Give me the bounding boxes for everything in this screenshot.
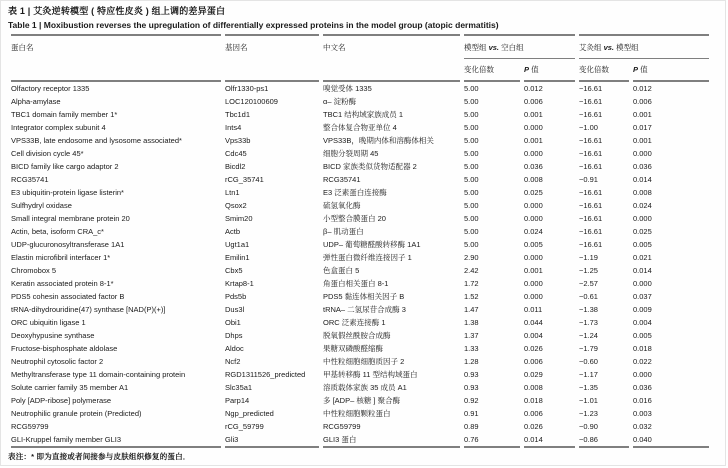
table-row	[11, 420, 709, 433]
cell-gene-name: Emilin1	[225, 253, 250, 262]
p-rest-2: 值	[638, 65, 648, 74]
cell-protein-name: Chromobox 5	[11, 266, 57, 275]
cell-fold-change-model-vs-blank: 5.00	[464, 136, 479, 145]
cell-chinese-name: GLI3 蛋白	[323, 433, 460, 448]
cell-p-value-model-vs-blank: 0.024	[524, 227, 543, 236]
cell-p-value-moxa-vs-model: 0.024	[633, 201, 652, 210]
cell-fold-change-moxa-vs-model: −2.57	[579, 279, 598, 288]
cell-p-value-model-vs-blank: 0.000	[524, 201, 543, 210]
cell-p-value-model-vs-blank: 0.000	[524, 292, 543, 301]
cell-fold-change-model-vs-blank: 1.47	[464, 305, 479, 314]
cell-protein-name: BICD family like cargo adaptor 2	[11, 162, 119, 171]
cell-gene-name: Slc35a1	[225, 383, 253, 392]
cell-p-value-moxa-vs-model: 0.017	[633, 123, 652, 132]
cell-p-value-model-vs-blank: 0.036	[524, 162, 543, 171]
cell-gene-name: Olfr1330-ps1	[225, 84, 269, 93]
cell-gene-name: LOC120100609	[225, 97, 278, 106]
cell-protein-name: Neutrophil cytosolic factor 2	[11, 357, 104, 366]
table-row	[11, 290, 709, 303]
cell-fold-change-model-vs-blank: 1.37	[464, 331, 479, 340]
cell-fold-change-model-vs-blank: 5.00	[464, 84, 479, 93]
cell-gene-name: Smim20	[225, 214, 253, 223]
cell-protein-name: Sulfhydryl oxidase	[11, 201, 72, 210]
cell-gene-name: Ltn1	[225, 188, 240, 197]
cell-p-value-moxa-vs-model: 0.005	[633, 240, 652, 249]
cell-fold-change-model-vs-blank: 1.52	[464, 292, 479, 301]
cell-p-value-model-vs-blank: 0.025	[524, 188, 543, 197]
cell-gene-name: Aldoc	[225, 344, 244, 353]
cell-p-value-model-vs-blank: 0.006	[524, 409, 543, 418]
table-row	[11, 199, 709, 212]
cell-protein-name: PDS5 cohesin associated factor B	[11, 292, 125, 301]
cell-chinese-name: 脱氧假丝酰胺合成酶	[323, 331, 391, 340]
cell-p-value-model-vs-blank: 0.026	[524, 422, 543, 431]
cell-fold-change-moxa-vs-model: −16.61	[579, 162, 603, 171]
table-row	[11, 186, 709, 199]
cell-p-value-model-vs-blank: 0.006	[524, 97, 543, 106]
table-row	[11, 82, 709, 95]
cell-p-value-moxa-vs-model: 0.016	[633, 396, 652, 405]
cell-fold-change-moxa-vs-model: −16.61	[579, 227, 603, 236]
cell-p-value-model-vs-blank: 0.014	[524, 433, 575, 448]
cell-protein-name: RCG35741	[11, 175, 49, 184]
cell-fold-change-model-vs-blank: 0.91	[464, 409, 479, 418]
cell-chinese-name: VPS33B，晚期内体和溶酶体相关	[323, 136, 434, 145]
cell-gene-name: Krtap8-1	[225, 279, 254, 288]
cell-protein-name: Cell division cycle 45*	[11, 149, 84, 158]
cell-fold-change-model-vs-blank: 5.00	[464, 110, 479, 119]
cell-fold-change-moxa-vs-model: −16.61	[579, 240, 603, 249]
cell-p-value-model-vs-blank: 0.000	[524, 123, 543, 132]
cell-protein-name: Poly [ADP-ribose] polymerase	[11, 396, 112, 405]
cell-chinese-name: 色盒蛋白 5	[323, 266, 360, 275]
cell-p-value-model-vs-blank: 0.000	[524, 214, 543, 223]
cell-fold-change-model-vs-blank: 0.93	[464, 370, 479, 379]
cell-fold-change-model-vs-blank: 5.00	[464, 227, 479, 236]
cell-p-value-moxa-vs-model: 0.001	[633, 110, 652, 119]
cell-chinese-name: 细胞分裂周期 45	[323, 149, 379, 158]
cell-chinese-name: tRNA– 二氢尿苷合成酶 3	[323, 305, 406, 314]
cell-p-value-model-vs-blank: 0.008	[524, 175, 543, 184]
col-header-p-value-model	[524, 59, 575, 82]
cell-gene-name: Bicdl2	[225, 162, 246, 171]
cell-gene-name: Vps33b	[225, 136, 251, 145]
cell-fold-change-model-vs-blank: 5.00	[464, 123, 479, 132]
cell-fold-change-moxa-vs-model: −16.61	[579, 110, 603, 119]
cell-p-value-model-vs-blank: 0.004	[524, 331, 543, 340]
cell-p-value-moxa-vs-model: 0.000	[633, 214, 652, 223]
cell-protein-name: UDP-glucuronosyltransferase 1A1	[11, 240, 125, 249]
cell-protein-name: Neutrophilic granule protein (Predicted)	[11, 409, 142, 418]
cell-p-value-moxa-vs-model: 0.000	[633, 279, 652, 288]
cell-p-value-model-vs-blank: 0.000	[524, 279, 543, 288]
cell-fold-change-model-vs-blank: 0.89	[464, 422, 479, 431]
cell-protein-name: Integrator complex subunit 4	[11, 123, 106, 132]
cell-p-value-moxa-vs-model: 0.004	[633, 318, 652, 327]
cell-fold-change-moxa-vs-model: −1.17	[579, 370, 598, 379]
cell-fold-change-moxa-vs-model: −16.61	[579, 201, 603, 210]
cell-p-value-model-vs-blank: 0.001	[524, 136, 543, 145]
cell-protein-name: Elastin microfibril interfacer 1*	[11, 253, 111, 262]
cell-p-value-model-vs-blank: 0.000	[524, 149, 543, 158]
cell-gene-name: Ugt1a1	[225, 240, 250, 249]
table-row	[11, 251, 709, 264]
cell-gene-name: Qsox2	[225, 201, 247, 210]
col-group-model-vs-blank	[464, 34, 575, 59]
cell-p-value-moxa-vs-model: 0.040	[633, 433, 709, 448]
cell-p-value-moxa-vs-model: 0.000	[633, 370, 652, 379]
table-row	[11, 433, 709, 448]
cell-gene-name: Dhps	[225, 331, 243, 340]
col-header-protein-name: 蛋白名	[11, 34, 221, 82]
cell-fold-change-moxa-vs-model: −16.61	[579, 188, 603, 197]
table-title-chinese: 表 1 | 艾灸逆转模型 ( 特应性皮炎 ) 组上调的差异蛋白	[8, 6, 226, 16]
cell-fold-change-moxa-vs-model: −0.61	[579, 292, 598, 301]
cell-chinese-name: UDP– 葡萄糖醛酸转移酶 1A1	[323, 240, 421, 249]
cell-gene-name: rCG_59799	[225, 422, 264, 431]
cell-p-value-moxa-vs-model: 0.021	[633, 253, 652, 262]
cell-fold-change-moxa-vs-model: −16.61	[579, 97, 603, 106]
cell-p-value-moxa-vs-model: 0.001	[633, 136, 652, 145]
cell-p-value-moxa-vs-model: 0.022	[633, 357, 652, 366]
cell-fold-change-model-vs-blank: 5.00	[464, 188, 479, 197]
cell-chinese-name: 小型整合膜蛋白 20	[323, 214, 386, 223]
cell-p-value-moxa-vs-model: 0.025	[633, 227, 652, 236]
cell-protein-name: RCG59799	[11, 422, 49, 431]
cell-chinese-name: TBC1 结构域家族成员 1	[323, 110, 404, 119]
cell-gene-name: Ncf2	[225, 357, 241, 366]
cell-p-value-moxa-vs-model: 0.000	[633, 149, 652, 158]
cell-gene-name: Ints4	[225, 123, 242, 132]
table-row	[11, 108, 709, 121]
cell-fold-change-moxa-vs-model: −0.91	[579, 175, 598, 184]
cell-gene-name: RGD1311526_predicted	[225, 370, 306, 379]
cell-chinese-name: 弹性蛋白微纤维连接因子 1	[323, 253, 412, 262]
cell-p-value-model-vs-blank: 0.001	[524, 266, 543, 275]
cell-p-value-model-vs-blank: 0.029	[524, 370, 543, 379]
cell-fold-change-moxa-vs-model: −1.24	[579, 331, 598, 340]
cell-fold-change-moxa-vs-model: −1.25	[579, 266, 598, 275]
cell-fold-change-model-vs-blank: 1.38	[464, 318, 479, 327]
cell-fold-change-moxa-vs-model: −0.86	[579, 433, 629, 448]
cell-gene-name: rCG_35741	[225, 175, 264, 184]
cell-protein-name: Small integral membrane protein 20	[11, 214, 130, 223]
cell-protein-name: GLI-Kruppel family member GLI3	[11, 433, 221, 448]
cell-fold-change-model-vs-blank: 0.93	[464, 383, 479, 392]
col-group-moxibustion-vs-model	[579, 34, 709, 59]
cell-gene-name: Tbc1d1	[225, 110, 251, 119]
cell-protein-name: ORC ubiquitin ligase 1	[11, 318, 86, 327]
table-row	[11, 225, 709, 238]
cell-p-value-moxa-vs-model: 0.003	[633, 409, 652, 418]
cell-gene-name: Cbx5	[225, 266, 243, 275]
cell-fold-change-model-vs-blank: 2.42	[464, 266, 479, 275]
col-header-fold-change-moxa: 变化倍数	[579, 59, 629, 82]
cell-chinese-name: 整合体复合物亚单位 4	[323, 123, 397, 132]
table-row	[11, 407, 709, 420]
cell-chinese-name: 中性粒细胞细胞质因子 2	[323, 357, 405, 366]
cell-fold-change-model-vs-blank: 5.00	[464, 240, 479, 249]
group2-pre: 艾灸组	[579, 42, 604, 52]
cell-p-value-moxa-vs-model: 0.014	[633, 175, 652, 184]
table-row	[11, 303, 709, 316]
p-italic-2: P	[633, 65, 639, 74]
table-row	[11, 342, 709, 355]
table-row	[11, 238, 709, 251]
cell-p-value-moxa-vs-model: 0.008	[633, 188, 652, 197]
cell-fold-change-model-vs-blank: 5.00	[464, 162, 479, 171]
cell-fold-change-moxa-vs-model: −1.00	[579, 123, 598, 132]
group1-pre: 模型组	[464, 42, 489, 52]
cell-chinese-name: 中性粒细胞颗粒蛋白	[323, 409, 391, 418]
cell-fold-change-moxa-vs-model: −1.19	[579, 253, 598, 262]
cell-protein-name: VPS33B, late endosome and lysosome associated*	[11, 136, 182, 145]
cell-p-value-model-vs-blank: 0.044	[524, 318, 543, 327]
col-header-chinese-name: 中文名	[323, 34, 460, 82]
cell-p-value-model-vs-blank: 0.018	[524, 396, 543, 405]
table-row	[11, 329, 709, 342]
cell-p-value-moxa-vs-model: 0.009	[633, 305, 652, 314]
group1-vs: vs.	[488, 42, 500, 52]
cell-chinese-name: 果糖双磷酸醛缩酶	[323, 344, 383, 353]
cell-protein-name: tRNA-dihydrouridine(47) synthase [NAD(P)(+)]	[11, 305, 166, 314]
cell-protein-name: Actin, beta, isoform CRA_c*	[11, 227, 104, 236]
cell-chinese-name: RCG59799	[323, 422, 361, 431]
cell-chinese-name: 硫氢氧化酶	[323, 201, 361, 210]
cell-fold-change-model-vs-blank: 0.76	[464, 433, 520, 448]
cell-protein-name: Methyltransferase type 11 domain-containing protein	[11, 370, 186, 379]
table-row	[11, 147, 709, 160]
cell-p-value-moxa-vs-model: 0.037	[633, 292, 652, 301]
cell-p-value-model-vs-blank: 0.008	[524, 383, 543, 392]
table-row	[11, 173, 709, 186]
table-row	[11, 212, 709, 225]
cell-fold-change-moxa-vs-model: −16.61	[579, 214, 603, 223]
cell-fold-change-moxa-vs-model: −1.38	[579, 305, 598, 314]
p-italic-1: P	[524, 65, 530, 74]
cell-gene-name: Actb	[225, 227, 241, 236]
table-row	[11, 277, 709, 290]
cell-gene-name: Parp14	[225, 396, 250, 405]
cell-p-value-model-vs-blank: 0.011	[524, 305, 543, 314]
cell-fold-change-moxa-vs-model: −1.23	[579, 409, 598, 418]
col-header-p-value-moxa	[633, 59, 709, 82]
cell-p-value-moxa-vs-model: 0.032	[633, 422, 652, 431]
cell-gene-name: Pds5b	[225, 292, 247, 301]
cell-chinese-name: α– 淀粉酶	[323, 97, 357, 106]
col-header-fold-change-model: 变化倍数	[464, 59, 520, 82]
cell-gene-name: Dus3l	[225, 305, 245, 314]
cell-chinese-name: PDS5 黏连体相关因子 B	[323, 292, 405, 301]
table-row	[11, 381, 709, 394]
cell-protein-name: Solute carrier family 35 member A1	[11, 383, 129, 392]
cell-fold-change-model-vs-blank: 1.72	[464, 279, 479, 288]
cell-protein-name: Fructose-bisphosphate aldolase	[11, 344, 118, 353]
cell-gene-name: Ngp_predicted	[225, 409, 274, 418]
cell-fold-change-model-vs-blank: 5.00	[464, 149, 479, 158]
cell-chinese-name: 多 [ADP– 核糖 ] 聚合酶	[323, 396, 401, 405]
cell-protein-name: Keratin associated protein 8-1*	[11, 279, 114, 288]
cell-p-value-moxa-vs-model: 0.036	[633, 383, 652, 392]
cell-p-value-moxa-vs-model: 0.012	[633, 84, 652, 93]
cell-fold-change-moxa-vs-model: −1.73	[579, 318, 598, 327]
cell-gene-name: Cdc45	[225, 149, 247, 158]
col-header-gene-name: 基因名	[225, 34, 319, 82]
p-rest-1: 值	[529, 65, 539, 74]
cell-chinese-name: ORC 泛素连接酶 1	[323, 318, 386, 327]
group2-post: 模型组	[614, 42, 639, 52]
cell-fold-change-model-vs-blank: 2.90	[464, 253, 479, 262]
cell-chinese-name: 角蛋白相关蛋白 8-1	[323, 279, 389, 288]
group2-vs: vs.	[603, 42, 615, 52]
table-title-english: Table 1 | Moxibustion reverses the upregulation of differentially expressed proteins in the model group (atopic dermatitis)	[8, 20, 499, 30]
cell-chinese-name: BICD 家族类似货物适配器 2	[323, 162, 417, 171]
cell-chinese-name: 甲基转移酶 11 型结构域蛋白	[323, 370, 418, 379]
cell-fold-change-moxa-vs-model: −0.90	[579, 422, 598, 431]
cell-fold-change-model-vs-blank: 1.28	[464, 357, 479, 366]
table-row	[11, 160, 709, 173]
cell-fold-change-moxa-vs-model: −1.01	[579, 396, 598, 405]
group1-post: 空白组	[499, 42, 524, 52]
cell-fold-change-model-vs-blank: 5.00	[464, 97, 479, 106]
cell-p-value-moxa-vs-model: 0.005	[633, 331, 652, 340]
table-row	[11, 394, 709, 407]
cell-fold-change-moxa-vs-model: −16.61	[579, 84, 603, 93]
table-row	[11, 134, 709, 147]
cell-p-value-model-vs-blank: 0.006	[524, 357, 543, 366]
cell-chinese-name: β– 肌动蛋白	[323, 227, 364, 236]
cell-p-value-model-vs-blank: 0.012	[524, 84, 543, 93]
cell-fold-change-model-vs-blank: 1.33	[464, 344, 479, 353]
table-row	[11, 121, 709, 134]
cell-chinese-name: 溶质载体家族 35 成员 A1	[323, 383, 407, 392]
table-row	[11, 368, 709, 381]
cell-fold-change-model-vs-blank: 5.00	[464, 214, 479, 223]
differential-proteins-table	[7, 34, 713, 448]
cell-fold-change-moxa-vs-model: −1.79	[579, 344, 598, 353]
cell-protein-name: E3 ubiquitin-protein ligase listerin*	[11, 188, 124, 197]
cell-p-value-model-vs-blank: 0.001	[524, 110, 543, 119]
cell-fold-change-model-vs-blank: 0.92	[464, 396, 479, 405]
cell-protein-name: Alpha-amylase	[11, 97, 61, 106]
cell-fold-change-model-vs-blank: 5.00	[464, 201, 479, 210]
cell-p-value-moxa-vs-model: 0.036	[633, 162, 652, 171]
cell-fold-change-moxa-vs-model: −16.61	[579, 136, 603, 145]
cell-p-value-model-vs-blank: 0.000	[524, 253, 543, 262]
table-row	[11, 355, 709, 368]
cell-gene-name: Obi1	[225, 318, 241, 327]
cell-protein-name: Deoxyhypusine synthase	[11, 331, 95, 340]
cell-fold-change-moxa-vs-model: −1.35	[579, 383, 598, 392]
table-footnote: 表注：* 即为直接或者间接参与皮肤组织修复的蛋白．	[8, 452, 191, 461]
cell-p-value-moxa-vs-model: 0.006	[633, 97, 652, 106]
cell-fold-change-model-vs-blank: 5.00	[464, 175, 479, 184]
cell-p-value-moxa-vs-model: 0.018	[633, 344, 652, 353]
cell-gene-name: Gli3	[225, 433, 319, 448]
cell-chinese-name: E3 泛素蛋白连接酶	[323, 188, 387, 197]
cell-chinese-name: 嗅觉受体 1335	[323, 84, 372, 93]
cell-fold-change-moxa-vs-model: −16.61	[579, 149, 603, 158]
cell-p-value-model-vs-blank: 0.005	[524, 240, 543, 249]
table-row	[11, 316, 709, 329]
table-row	[11, 95, 709, 108]
cell-protein-name: Olfactory receptor 1335	[11, 84, 90, 93]
cell-chinese-name: RCG35741	[323, 175, 361, 184]
cell-fold-change-moxa-vs-model: −0.60	[579, 357, 598, 366]
table-body	[11, 82, 709, 448]
cell-p-value-moxa-vs-model: 0.014	[633, 266, 652, 275]
cell-p-value-model-vs-blank: 0.026	[524, 344, 543, 353]
table-row	[11, 264, 709, 277]
cell-protein-name: TBC1 domain family member 1*	[11, 110, 118, 119]
